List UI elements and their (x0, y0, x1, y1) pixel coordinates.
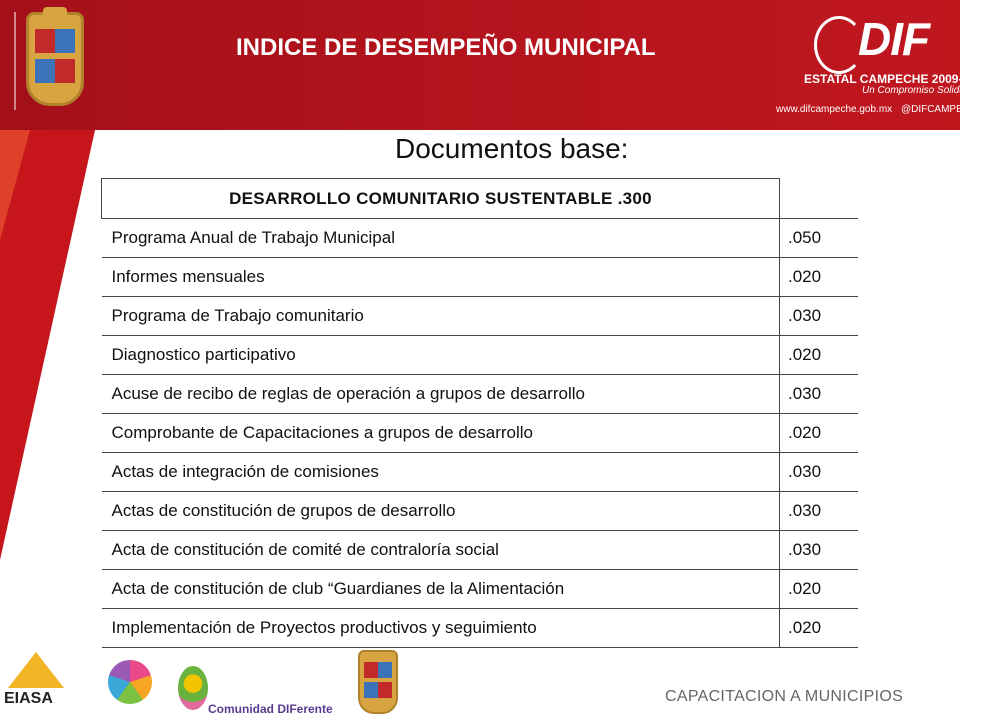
document-weight: .030 (780, 453, 859, 492)
twitter-handle[interactable]: @DIFCAMPECHE (900, 104, 984, 115)
comunidad-diferente-logo (178, 666, 338, 716)
document-weight: .050 (780, 219, 859, 258)
document-weight: .020 (780, 570, 859, 609)
table-row (102, 375, 859, 414)
table-row (102, 336, 859, 375)
comunidad-logo-text: Comunidad DIFerente (208, 702, 333, 716)
dif-logo-tagline: ESTATAL CAMPECHE 2009-2015 (804, 72, 989, 86)
document-name: Actas de integración de comisiones (102, 453, 780, 492)
table-row (102, 414, 859, 453)
document-weight: .030 (780, 297, 859, 336)
document-name: Programa de Trabajo comunitario (102, 297, 780, 336)
document-weight: .030 (780, 531, 859, 570)
header-links (770, 104, 984, 115)
footer (0, 650, 960, 720)
table-row (102, 609, 859, 648)
table-header-row (102, 179, 859, 219)
document-name: Implementación de Proyectos productivos y seguimiento (102, 609, 780, 648)
distintivo-logo (90, 654, 170, 716)
website-link[interactable]: www.difcampeche.gob.mx (776, 104, 893, 115)
document-name: Informes mensuales (102, 258, 780, 297)
table-body (102, 219, 859, 648)
section-subtitle: Documentos base: (395, 133, 629, 164)
eiasa-pyramid-icon (8, 652, 64, 688)
table-row (102, 297, 859, 336)
table-row (102, 219, 859, 258)
eiasa-logo-text: EIASA (4, 690, 53, 707)
comunidad-figure-icon (178, 666, 208, 710)
document-weight: .020 (780, 414, 859, 453)
dif-logo-word: DIF (858, 13, 930, 65)
table-row (102, 570, 859, 609)
footer-label: CAPACITACION A MUNICIPIOS (665, 688, 904, 705)
campeche-coat-of-arms-small-icon (358, 650, 398, 714)
table-heading-blank (780, 179, 859, 219)
document-name: Acta de constitución de comité de contraloría social (102, 531, 780, 570)
decorative-wedge-accent (0, 130, 30, 240)
document-weight: .030 (780, 375, 859, 414)
table-row (102, 492, 859, 531)
table-row (102, 531, 859, 570)
document-name: Acta de constitución de club “Guardianes de la Alimentación (102, 570, 780, 609)
document-weight: .020 (780, 336, 859, 375)
document-name: Actas de constitución de grupos de desarrollo (102, 492, 780, 531)
document-name: Programa Anual de Trabajo Municipal (102, 219, 780, 258)
table-row (102, 453, 859, 492)
dif-logo (804, 10, 989, 96)
campeche-coat-of-arms-icon (26, 12, 84, 106)
dif-figure-icon (814, 16, 864, 74)
document-weight: .030 (780, 492, 859, 531)
eiasa-logo (0, 650, 72, 716)
page-title: INDICE DE DESEMPEÑO MUNICIPAL (236, 34, 656, 61)
table-row (102, 258, 859, 297)
documents-table (101, 178, 858, 648)
dif-logo-subtitle: Un Compromiso Solidario (862, 85, 976, 96)
flower-icon (108, 660, 152, 704)
document-weight: .020 (780, 609, 859, 648)
document-name: Comprobante de Capacitaciones a grupos de desarrollo (102, 414, 780, 453)
document-name: Acuse de recibo de reglas de operación a grupos de desarrollo (102, 375, 780, 414)
document-name: Diagnostico participativo (102, 336, 780, 375)
table-heading: DESARROLLO COMUNITARIO SUSTENTABLE .300 (102, 179, 780, 219)
document-weight: .020 (780, 258, 859, 297)
